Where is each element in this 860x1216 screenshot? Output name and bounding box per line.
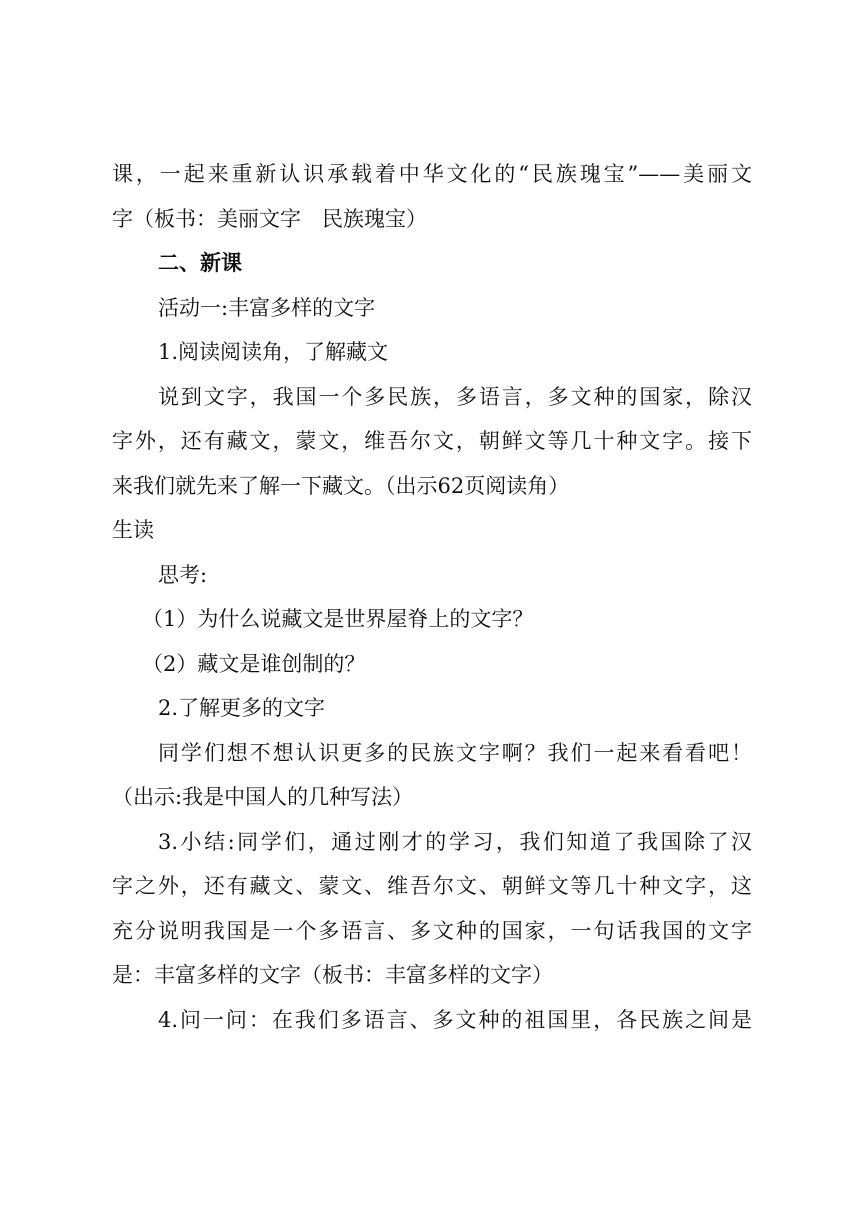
paragraph-line: 充分说明我国是一个多语言、多文种的国家，一句话我国的文字 (112, 918, 752, 943)
paragraph-line: 是：丰富多样的文字（板书：丰富多样的文字） (112, 963, 553, 987)
paragraph-line: 同学们想不想认识更多的民族文字啊？我们一起来看看吧！ (158, 740, 752, 765)
paragraph-line: 生读 (112, 518, 154, 542)
paragraph-line: 字（板书：美丽文字 民族瑰宝） (112, 206, 427, 231)
activity-title: 活动一:丰富多样的文字 (158, 295, 376, 320)
paragraph-line: 思考: (158, 562, 208, 587)
paragraph-line: 来我们就先来了解一下藏文。（出示62页阅读角） (112, 473, 570, 498)
step-heading: 1.阅读阅读角，了解藏文 (158, 340, 389, 364)
question-item: （2）藏文是谁创制的？ (142, 651, 366, 676)
paragraph-line: 说到文字，我国一个多民族，多语言，多文种的国家，除汉 (158, 384, 752, 409)
document-page (112, 152, 752, 1042)
paragraph-line: 字外，还有藏文，蒙文，维吾尔文，朝鲜文等几十种文字。接下 (112, 429, 752, 453)
step-heading: 2.了解更多的文字 (158, 696, 326, 720)
paragraph-line: 字之外，还有藏文、蒙文、维吾尔文、朝鲜文等几十种文字，这 (112, 874, 752, 898)
paragraph-line: 课，一起来重新认识承载着中华文化的“民族瑰宝”——美丽文 (112, 162, 752, 186)
section-heading: 二、新课 (158, 251, 242, 275)
paragraph-line: 4.问一问：在我们多语言、多文种的祖国里，各民族之间是 (158, 1007, 752, 1032)
question-item: （1）为什么说藏文是世界屋脊上的文字？ (142, 607, 534, 631)
paragraph-line: 3.小结:同学们，通过刚才的学习，我们知道了我国除了汉 (158, 829, 752, 854)
paragraph-line: （出示:我是中国人的几种写法） (112, 785, 414, 809)
